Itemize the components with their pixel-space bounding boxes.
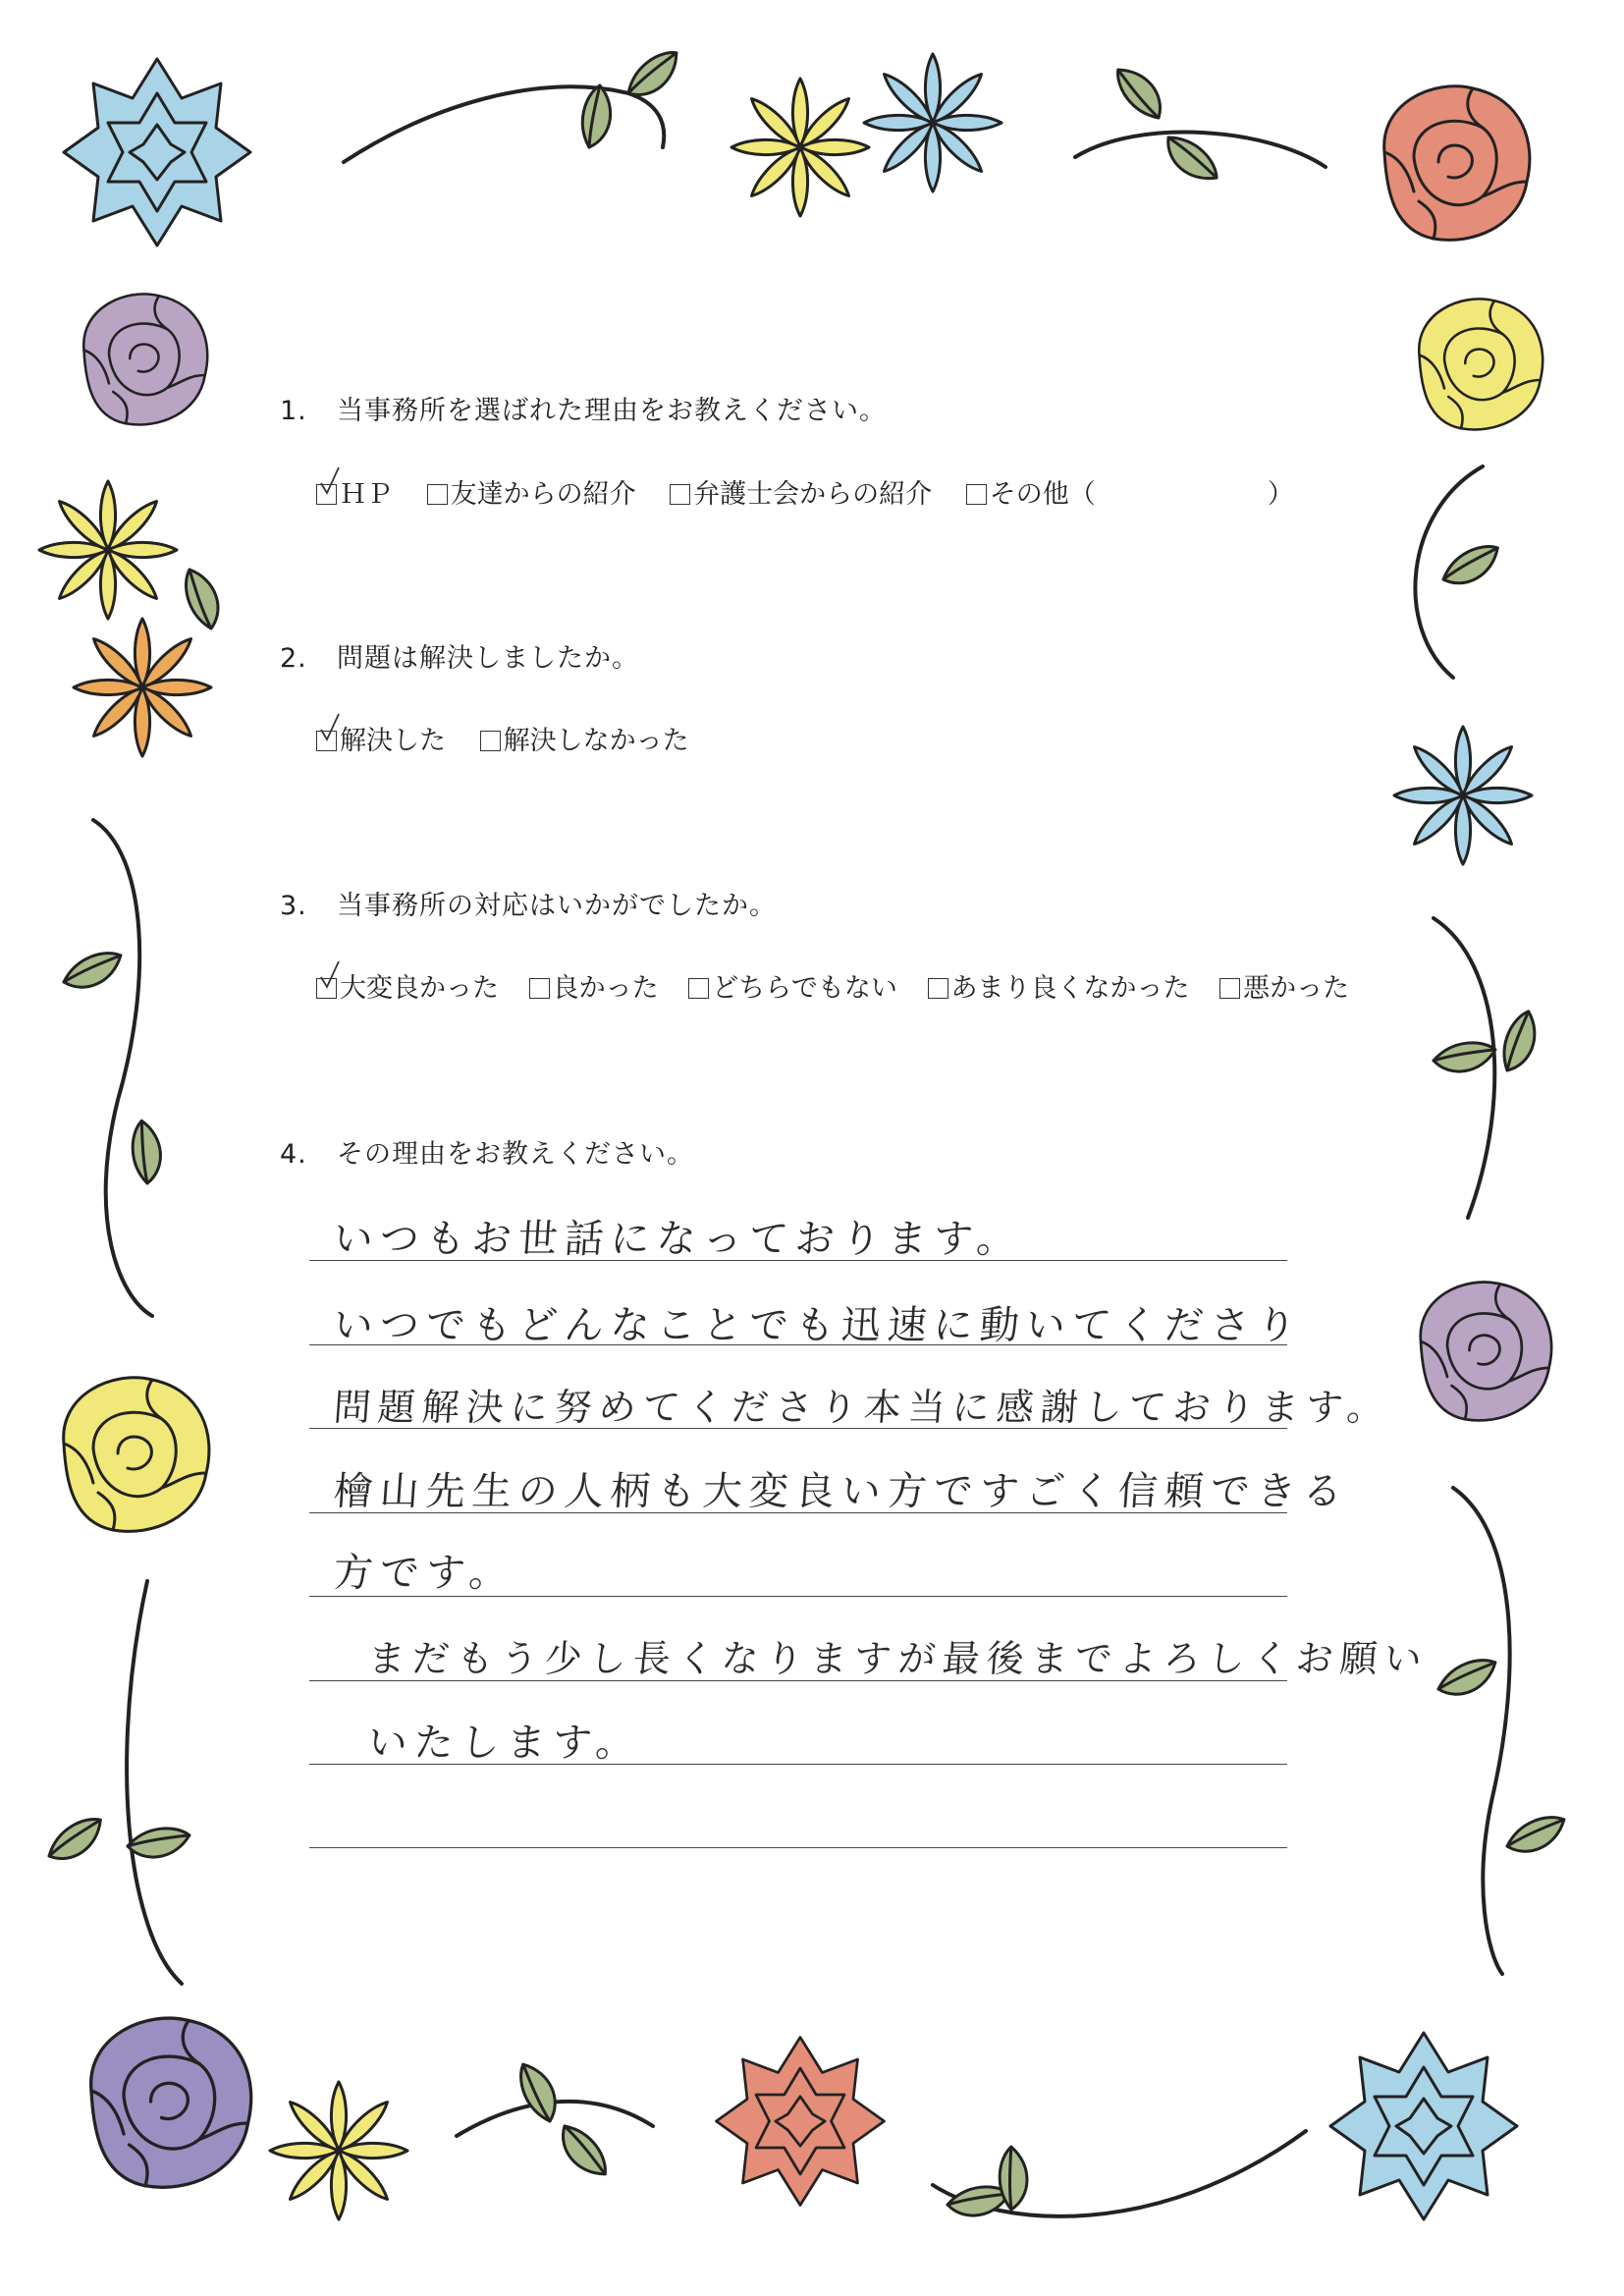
leaf-icon: [127, 1822, 190, 1863]
dahlia-icon: [64, 59, 250, 246]
daisy-icon: [731, 79, 869, 216]
handwritten-line: いつでもどんなことでも迅速に動いてくださり: [332, 1303, 1305, 1348]
ruled-line: [309, 1764, 1287, 1765]
checkbox[interactable]: [670, 484, 690, 505]
option-other[interactable]: その他（ ）: [966, 472, 1294, 511]
daisy-icon: [74, 619, 211, 756]
ruled-line: [309, 1680, 1287, 1681]
ruled-line: [309, 1596, 1287, 1597]
option-resolved[interactable]: 解決した: [316, 719, 446, 757]
question-number: 1.: [280, 396, 307, 426]
daisy-icon: [1394, 727, 1532, 864]
question-2: [280, 636, 639, 675]
question-1: [280, 389, 887, 427]
leaf-icon: [1488, 1010, 1549, 1075]
leaf-icon: [1433, 1036, 1496, 1077]
option-neutral[interactable]: どちらでもない: [688, 966, 897, 1005]
leaf-icon: [186, 570, 217, 629]
checkbox[interactable]: [1219, 978, 1240, 999]
leaf-icon: [1439, 544, 1503, 585]
check-icon: [319, 712, 341, 741]
rose-icon: [91, 2018, 251, 2187]
option-friend[interactable]: 友達からの紹介: [427, 472, 636, 511]
ruled-line: [309, 1428, 1287, 1429]
checkbox[interactable]: [427, 484, 448, 505]
checkbox[interactable]: [529, 978, 550, 999]
option-not-very-good[interactable]: あまり良くなかった: [928, 966, 1190, 1005]
daisy-icon: [864, 54, 1001, 191]
question-number: 2.: [280, 643, 307, 674]
leaf-icon: [519, 2062, 557, 2124]
leaf-icon: [1115, 60, 1165, 126]
question-text: 当事務所の対応はいかがでしたか。: [337, 891, 777, 921]
rose-icon: [1419, 299, 1543, 429]
option-good[interactable]: 良かった: [529, 966, 659, 1005]
handwritten-line: 檜山先生の人柄も大変良い方ですごく信頼できる: [332, 1469, 1351, 1514]
checkbox[interactable]: [316, 978, 337, 999]
question-2-options: [316, 719, 715, 757]
option-very-good[interactable]: 大変良かった: [316, 966, 499, 1005]
handwritten-line: 方です。: [332, 1551, 517, 1596]
question-text: 当事務所を選ばれた理由をお教えください。: [337, 396, 887, 426]
option-not-resolved[interactable]: 解決しなかった: [480, 719, 689, 757]
option-hp[interactable]: ＨＰ: [316, 472, 393, 511]
question-number: 3.: [280, 891, 307, 921]
dahlia-icon: [717, 2038, 885, 2206]
rose-icon: [83, 294, 207, 424]
option-bad[interactable]: 悪かった: [1219, 966, 1349, 1005]
handwritten-line: いつもお世話になっております。: [332, 1217, 1025, 1262]
question-1-options: [316, 472, 1320, 511]
leaf-icon: [1505, 1816, 1567, 1853]
leaf-icon: [42, 1817, 107, 1863]
checkbox[interactable]: [316, 731, 337, 751]
leaf-icon: [620, 50, 685, 100]
handwritten-line: いたします。: [366, 1721, 644, 1766]
checkbox[interactable]: [480, 731, 501, 751]
option-bar-association[interactable]: 弁護士会からの紹介: [670, 472, 932, 511]
checkbox[interactable]: [688, 978, 709, 999]
checkbox[interactable]: [966, 484, 987, 505]
question-number: 4.: [280, 1139, 307, 1170]
rose-icon: [64, 1378, 209, 1532]
question-4: [280, 1132, 694, 1171]
question-3-options: [316, 966, 1349, 1005]
dahlia-icon: [1330, 2033, 1517, 2219]
question-3: [280, 884, 777, 922]
ruled-line: [309, 1260, 1287, 1261]
leaf-icon: [558, 2117, 608, 2183]
checkbox[interactable]: [316, 484, 337, 505]
check-icon: [319, 465, 341, 495]
leaf-icon: [123, 1120, 169, 1184]
leaf-icon: [568, 83, 624, 150]
leaf-icon: [1436, 1659, 1498, 1696]
rose-icon: [1384, 86, 1530, 241]
handwritten-line: まだもう少し長くなりますが最後までよろしくお願い: [366, 1637, 1431, 1680]
rose-icon: [1421, 1283, 1551, 1421]
question-text: その理由をお教えください。: [337, 1139, 694, 1170]
ruled-line: [309, 1512, 1287, 1513]
ruled-line: [309, 1847, 1287, 1848]
ruled-line: [309, 1344, 1287, 1345]
handwritten-line: 問題解決に努めてくださり本当に感謝しております。: [332, 1386, 1393, 1429]
question-text: 問題は解決しましたか。: [337, 643, 639, 674]
daisy-icon: [39, 481, 177, 619]
checkbox[interactable]: [928, 978, 948, 999]
leaf-icon: [62, 952, 124, 989]
check-icon: [319, 959, 341, 989]
daisy-icon: [270, 2082, 407, 2219]
